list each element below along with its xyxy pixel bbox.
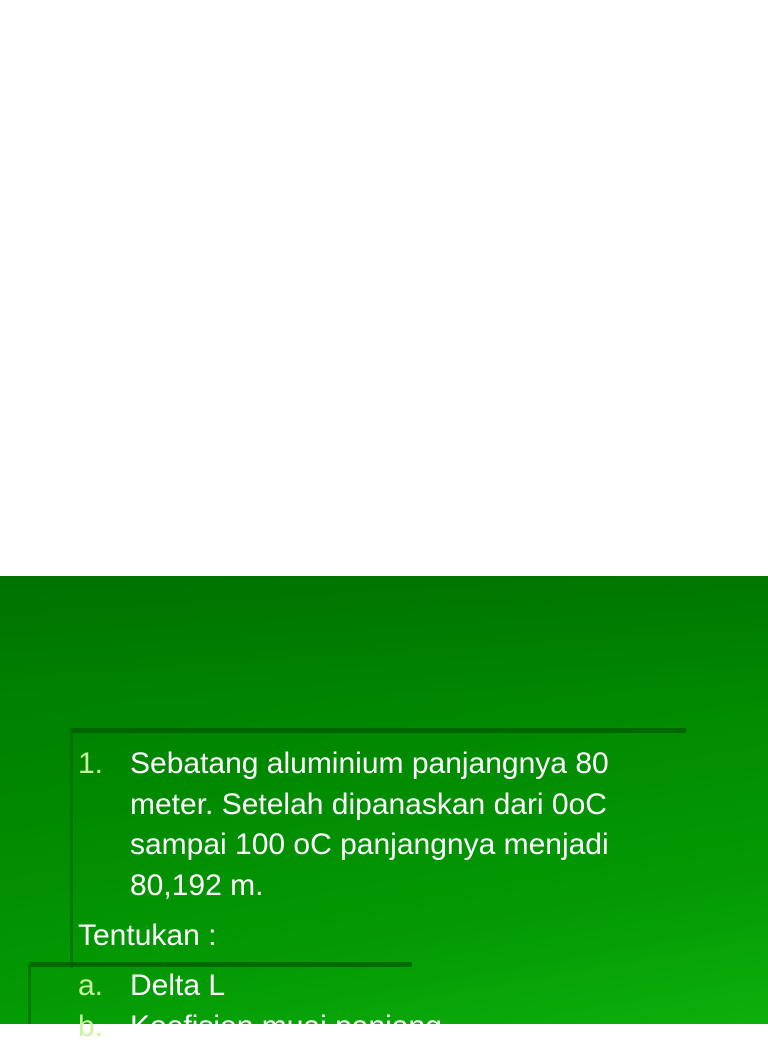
question-line-3: sampai 100 oC panjangnya menjadi [130, 828, 609, 861]
question-number: 1. [78, 747, 104, 780]
question-line-4: 80,192 m. [130, 868, 264, 902]
option-text-b: Koefisien muai panjang [130, 1010, 442, 1043]
slide-top-band [0, 576, 768, 696]
option-text-a: Delta L [130, 969, 226, 1002]
prompt-heading: Tentukan : [78, 919, 217, 952]
option-marker-a: a. [78, 969, 104, 1002]
decorative-vline-left [70, 728, 73, 968]
slide [0, 576, 768, 1043]
question-line-2: meter. Setelah dipanaskan dari 0oC [130, 787, 607, 821]
option-marker-b: b. [78, 1010, 104, 1043]
decorative-line-top [72, 728, 686, 733]
decorative-vline-bottom [28, 964, 31, 1024]
question-text [130, 744, 730, 906]
question-line-1: Sebatang aluminium panjangnya 80 [130, 747, 609, 780]
